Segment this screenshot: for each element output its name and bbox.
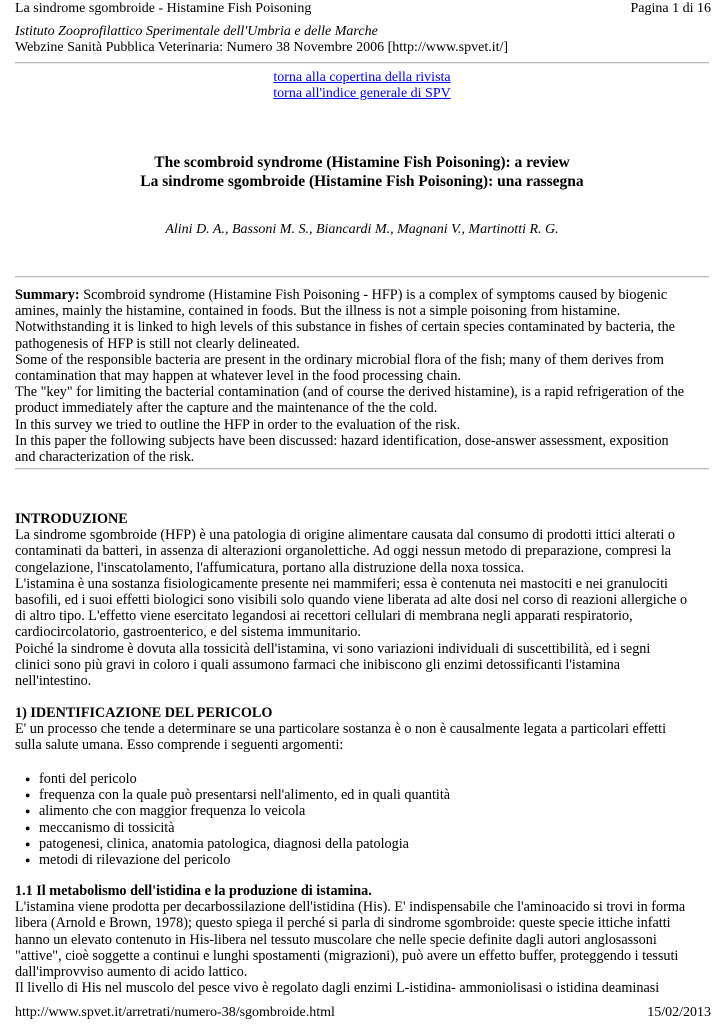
section11-line: "attive", cioè soggette a continui e lunghi spostamenti (migrazioni), può avere un effetto buffer, proteggendo i tessuti <box>15 947 679 964</box>
nav-links <box>0 70 724 102</box>
summary-line: The "key" for limiting the bacterial contamination (and of course the derived histamine), is a rapid refrigeration of the <box>15 384 685 401</box>
list-item: ● fonti del pericolo <box>25 771 450 787</box>
intro-line: congelazione, l'inscatolamento, l'affumicatura, portano alla distruzione della noxa tossica. <box>15 559 525 576</box>
summary-line: product immediately after the capture and the maintenance of the the cold. <box>15 400 438 417</box>
section11-line: Il livello di His nel muscolo del pesce vivo è regolato dagli enzimi L-istidina- ammoniolisasi o istidina deaminasi <box>15 980 660 997</box>
summary-label: Summary: <box>15 287 80 303</box>
intro-line: Poiché la sindrome è dovuta alla tossicità dell'istamina, vi sono variazioni individuali di suscettibilità, ed i segni <box>15 640 651 657</box>
print-header-title: La sindrome sgombroide - Histamine Fish Poisoning <box>15 1 312 16</box>
summary-line: and characterization of the risk. <box>15 449 195 466</box>
divider <box>15 62 709 64</box>
section11-line: dall'improvviso aumento di acido lattico. <box>15 964 248 981</box>
summary-line: contamination that may happen at whatever level in the food processing chain. <box>15 368 461 385</box>
intro-line: L'istamina è una sostanza fisiologicamente presente nei mammiferi; essa è contenuta nei mastociti e nei granulociti <box>15 575 668 592</box>
section11-line: hanno un elevato contenuto in His-libera nel tessuto muscolare che nelle specie definite dagli autori anglosassoni <box>15 931 657 948</box>
list-item: ● meccanismo di tossicità <box>25 820 450 836</box>
section1-heading: 1) IDENTIFICAZIONE DEL PERICOLO <box>15 705 273 721</box>
article-title <box>0 153 724 191</box>
intro-line: clinici sono più gravi in coloro i quali assumono farmaci che inibiscono gli enzimi detossificanti l'istamina <box>15 656 620 673</box>
title-italian: La sindrome sgombroide (Histamine Fish Poisoning): una rassegna <box>140 173 584 190</box>
webzine-info: Webzine Sanità Pubblica Veterinaria: Numero 38 Novembre 2006 [http://www.spvet.it/] <box>15 40 509 55</box>
summary-line: amines, mainly the histamine, contained in foods. But the illness is not a simple poisoning from histamine. <box>15 303 621 320</box>
list-item: ● alimento che con maggior frequenza lo veicola <box>25 803 450 819</box>
intro-section <box>15 511 715 689</box>
title-english: The scombroid syndrome (Histamine Fish Poisoning): a review <box>154 154 570 171</box>
intro-line: di altro tipo. L'effetto viene esercitato legandosi ai recettori cellulari di membrana negli apparati respiratorio, <box>15 608 633 625</box>
hazard-section <box>15 705 715 754</box>
print-footer-date: 15/02/2013 <box>647 1005 711 1020</box>
summary-line: In this paper the following subjects have been discussed: hazard identification, dose-answer assessment, exposition <box>15 432 669 449</box>
section1-line: E' un processo che tende a determinare se una particolare sostanza è o non è causalmente legata a particolari effetti <box>15 721 667 738</box>
section1-line: sulla salute umana. Esso comprende i seguenti argomenti: <box>15 737 344 754</box>
print-footer-url: http://www.spvet.it/arretrati/numero-38/sgombroide.html <box>15 1005 335 1020</box>
authors: Alini D. A., Bassoni M. S., Biancardi M., Magnani V., Martinotti R. G. <box>165 222 559 237</box>
divider <box>15 276 709 278</box>
summary-line: In this survey we tried to outline the HFP in order to the evaluation of the risk. <box>15 416 461 433</box>
list-item: ● patogenesi, clinica, anatomia patologica, diagnosi della patologia <box>25 836 450 852</box>
summary-line: Notwithstanding it is linked to high levels of this substance in fishes of certain species contaminated by bacteria, the <box>15 319 675 336</box>
section11-line: L'istamina viene prodotta per decarbossilazione dell'istidina (His). E' indispensabile che l'aminoacido si trovi in forma <box>15 899 686 916</box>
intro-heading: INTRODUZIONE <box>15 511 128 527</box>
section11-line: libera (Arnold e Brown, 1978); questo spiega il perché si parla di sindrome sgombroide: queste specie ittiche infatti <box>15 915 671 932</box>
intro-line: cardiocircolatorio, gastroenterico, e del sistema immunitario. <box>15 624 361 641</box>
cover-link[interactable]: torna alla copertina della rivista <box>273 70 451 85</box>
section11-heading: 1.1 Il metabolismo dell'istidina e la produzione di istamina. <box>15 883 372 899</box>
summary-section <box>15 287 715 465</box>
divider <box>15 468 709 470</box>
summary-line: Scombroid syndrome (Histamine Fish Poisoning - HFP) is a complex of symptoms caused by biogenic <box>79 287 668 303</box>
summary-line: Some of the responsible bacteria are present in the ordinary microbial flora of the fish; many of them derives from <box>15 351 664 368</box>
intro-line: contaminati da batteri, in assenza di alterazioni organolettiche. Ad oggi nessun metodo di preparazione, compresi la <box>15 543 672 560</box>
histidine-section <box>15 883 715 996</box>
list-item: ● metodi di rilevazione del pericolo <box>25 852 450 868</box>
print-page-number: Pagina 1 di 16 <box>630 1 711 16</box>
summary-line: pathogenesis of HFP is still not clearly delineated. <box>15 335 300 352</box>
intro-line: La sindrome sgombroide (HFP) è una patologia di origine alimentare causata dal consumo di prodotti ittici alterati o <box>15 527 675 544</box>
institute-name: Istituto Zooprofilattico Sperimentale dell'Umbria e delle Marche <box>15 24 378 39</box>
intro-line: basofili, ed i suoi effetti biologici sono visibili solo quando viene liberata ad alte dosi nel corso di reazioni allergiche o <box>15 592 688 609</box>
index-link[interactable]: torna all'indice generale di SPV <box>273 86 451 101</box>
hazard-topics-list <box>25 771 450 868</box>
intro-line: nell'intestino. <box>15 673 92 690</box>
list-item: ● frequenza con la quale può presentarsi nell'alimento, ed in quali quantità <box>25 787 450 803</box>
